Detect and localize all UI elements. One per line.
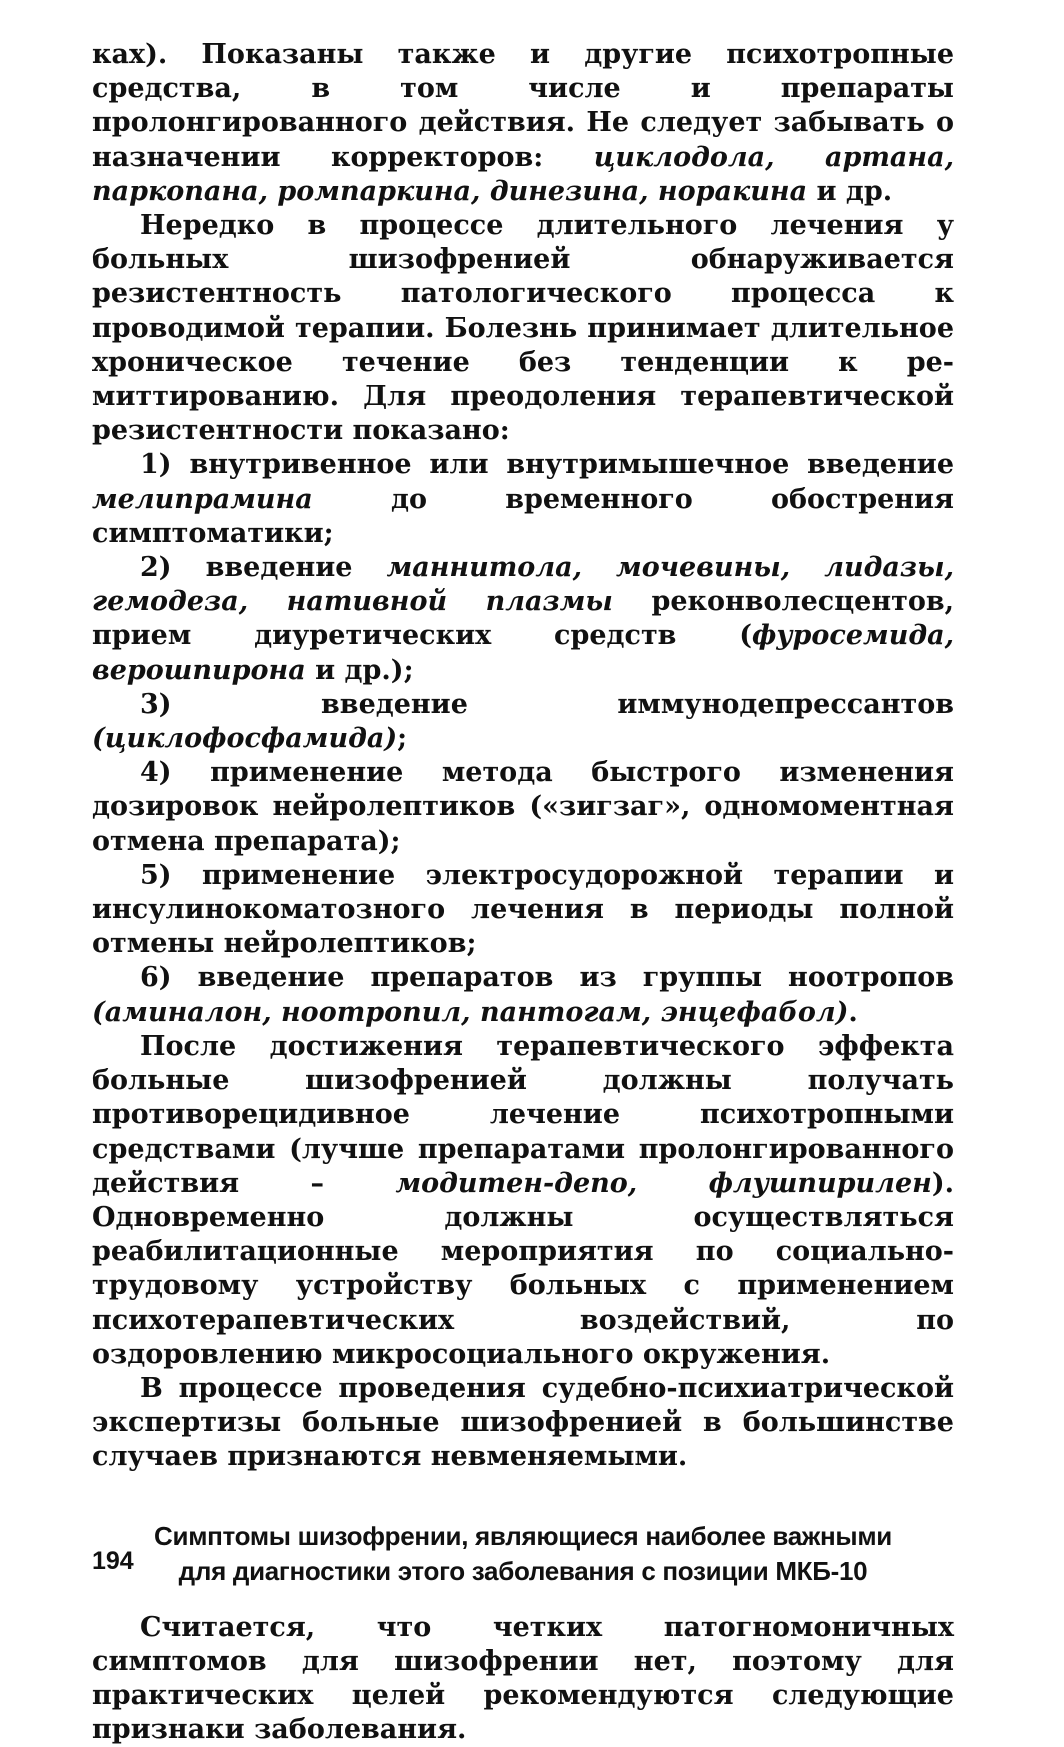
paragraph-maintenance xyxy=(92,1030,954,1372)
drug-names: циклодола, артана, паркопана, ромпаркина, динезина, норакина xyxy=(92,141,954,207)
page-body xyxy=(92,38,954,1747)
text-run: ках). Показаны также и другие психотропные средства, в том числе и препараты пролонгированного действия. Не следует забывать о назначении корректоров: xyxy=(92,39,954,173)
drug-names: маннитола, мочевины, лидазы, гемодеза, нативной плазмы xyxy=(92,552,954,618)
text-run: и др.); xyxy=(305,654,414,686)
section-heading xyxy=(92,1519,954,1589)
heading-line-1: Симптомы шизофрении, являющиеся наиболее важными xyxy=(154,1520,892,1551)
paragraph-forensic: В процессе проведения судебно-психиатрической экспертизы больные шизофренией в большинстве случаев признаются невменяемыми. xyxy=(92,1372,954,1473)
text-run: 3) введение иммунодепрессантов xyxy=(140,688,954,720)
drug-names: мелипрамина xyxy=(92,483,313,515)
paragraph-continuation xyxy=(92,38,954,209)
list-item-5: 5) применение электросудорожной терапии и инсулинокоматозного лечения в периоды полной отмены нейролептиков; xyxy=(92,859,954,960)
list-item-1 xyxy=(92,448,954,551)
paragraph-icd10-intro: Считается, что четких патогномоничных симптомов для шизофрении нет, поэтому для практических целей рекомендуются следующие признаки заболевания. xyxy=(92,1611,954,1746)
text-run: 1) внутривенное или внутримышечное введение xyxy=(140,449,954,481)
list-item-4: 4) применение метода быстрого изменения дозировок нейролептиков («зигзаг», одномоментная отмена препарата); xyxy=(92,757,954,857)
text-run: ). Одновременно должны осуществляться реабилитационные мероприятия по социально-трудовому устройству больных с применением психотерапевтических воздействий, по оздоровлению микросоциального окружения. xyxy=(92,1167,954,1370)
drug-names: (циклофосфамида) xyxy=(92,723,398,755)
text-run: реконволесцентов, прием диуретических средств ( xyxy=(92,586,954,652)
drug-names: (аминалон, ноотропил, пантогам, энцефабол) xyxy=(92,996,849,1028)
text-run: 2) введение xyxy=(140,552,387,584)
text-run: После достижения терапевтического эффекта больные шизофренией должны получать противорецидивное лечение психотропными средствами (лучше препаратами пролонгированного действия – xyxy=(92,1030,954,1199)
list-item-2 xyxy=(92,551,954,688)
text-run: и др. xyxy=(807,175,893,207)
drug-names: фуросемида, верошпирона xyxy=(92,620,954,686)
list-item-3 xyxy=(92,688,954,756)
text-run: 6) введение препаратов из группы ноотропов xyxy=(140,962,954,994)
list-item-6 xyxy=(92,961,954,1029)
text-run: . xyxy=(848,996,858,1028)
text-run: до временного обострения симптоматики; xyxy=(92,483,954,549)
heading-line-2: для диагностики этого заболевания с позиции МКБ-10 xyxy=(178,1555,868,1586)
drug-names: модитен-депо, флушпирилен xyxy=(395,1167,932,1199)
page-number: 194 xyxy=(92,1547,134,1575)
paragraph-resistance: Нередко в процессе длительного лечения у больных шизофренией обнаруживается резистентность патологического процесса к проводимой терапии. Болезнь принимает длительное хроническое течение без тенденции к ремиттированию. Для преодоления терапевтической резистентности показано: xyxy=(92,210,954,447)
text-run: ; xyxy=(397,723,408,755)
